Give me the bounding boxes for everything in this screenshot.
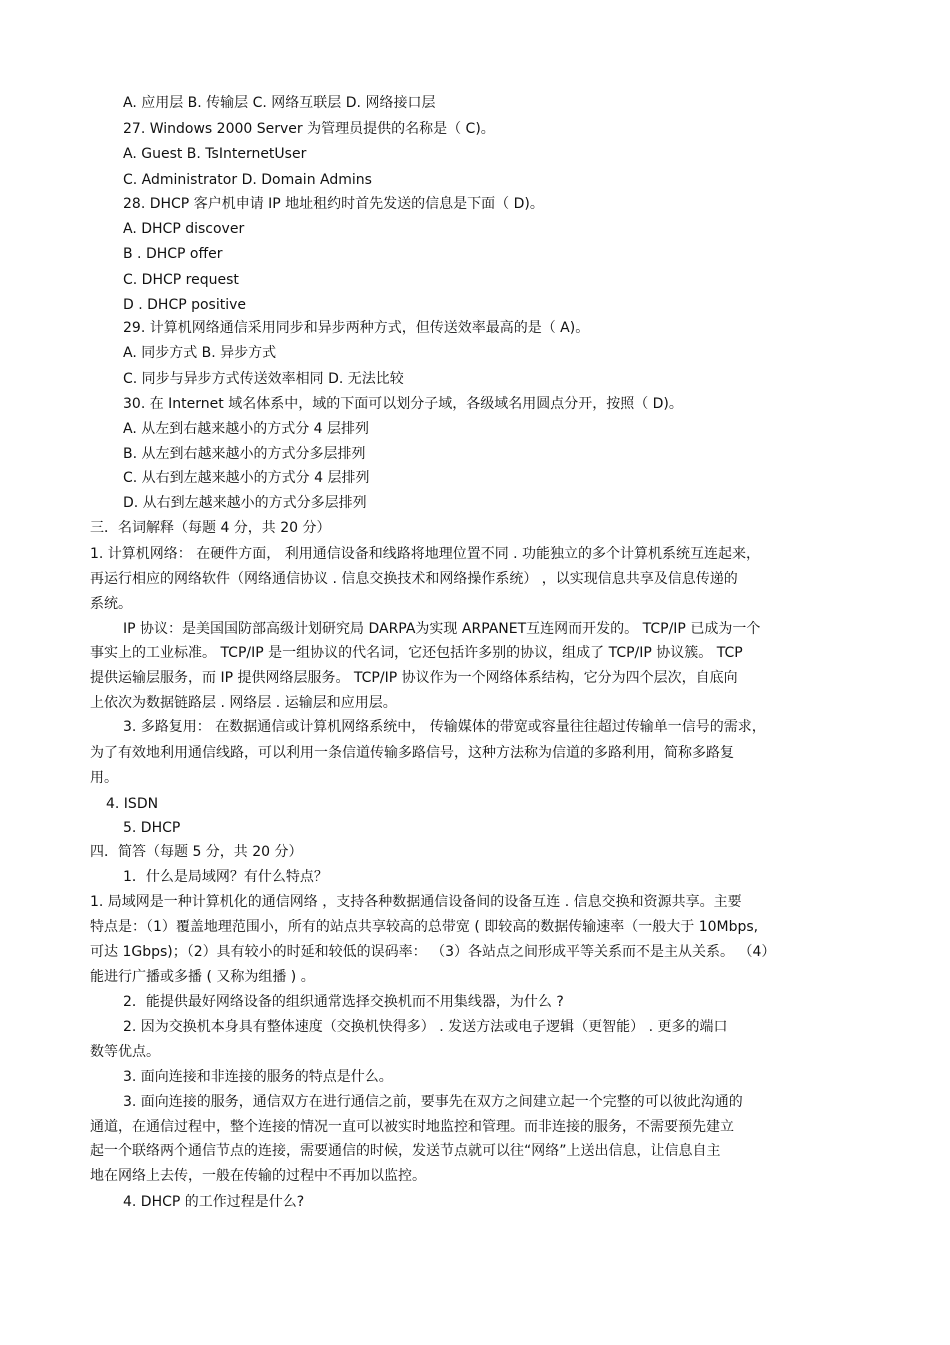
q30-option-c: C. 从右到左越来越小的方式分 4 层排列 xyxy=(123,470,370,486)
q30-question: 30. 在 Internet 域名体系中，域的下面可以划分子域，各级域名用圆点分开，按照（ D)。 xyxy=(123,396,683,412)
q28-option-b: B . DHCP offer xyxy=(123,246,223,262)
q30-option-a: A. 从左到右越来越小的方式分 4 层排列 xyxy=(123,421,370,437)
q28-option-d: D . DHCP positive xyxy=(123,297,247,313)
sa-a2-line-1: 2. 因为交换机本身具有整体速度（交换机快得多） . 发送方法或电子逻辑（更智能） . 更多的端口 xyxy=(123,1019,728,1035)
sa-a1-line-2: 特点是：（1）覆盖地理范围小，所有的站点共享较高的总带宽 ( 即较高的数据传输速率（一般大于 10Mbps, xyxy=(90,919,759,935)
term-3-line-2: 为了有效地利用通信线路，可以利用一条信道传输多路信号，这种方法称为信道的多路利用，简称多路复 xyxy=(90,745,734,761)
sa-a3-line-3: 起一个联络两个通信节点的连接，需要通信的时候，发送节点就可以往“网络”上送出信息，让信息自主 xyxy=(90,1143,721,1159)
term-5: 5. DHCP xyxy=(123,820,181,836)
q27-options-ab: A. Guest B. TsInternetUser xyxy=(123,146,307,162)
term-3-line-1: 3. 多路复用： 在数据通信或计算机网络系统中， 传输媒体的带宽或容量往往超过传输单一信号的需求， xyxy=(123,719,766,735)
sa-q1: 1．什么是局域网？有什么特点？ xyxy=(123,869,328,885)
sa-a1-line-4: 能进行广播或多播 ( 又称为组播 ) 。 xyxy=(90,969,315,985)
q26-options: A. 应用层 B. 传输层 C. 网络互联层 D. 网络接口层 xyxy=(123,95,436,111)
term-ip-line-3: 提供运输层服务，而 IP 提供网络层服务。 TCP/IP 协议作为一个网络体系结构，它分为四个层次，自底向 xyxy=(90,670,738,686)
q28-question: 28. DHCP 客户机申请 IP 地址租约时首先发送的信息是下面（ D)。 xyxy=(123,196,544,212)
q30-option-b: B. 从左到右越来越小的方式分多层排列 xyxy=(123,446,366,462)
q28-option-a: A. DHCP discover xyxy=(123,221,245,237)
q29-question: 29. 计算机网络通信采用同步和异步两种方式，但传送效率最高的是（ A)。 xyxy=(123,320,590,336)
q28-option-c: C. DHCP request xyxy=(123,272,239,288)
section-4-heading: 四．简答（每题 5 分，共 20 分） xyxy=(90,844,303,860)
sa-a1-line-1: 1. 局域网是一种计算机化的通信网络 ，支持各种数据通信设备间的设备互连 . 信息交换和资源共享。主要 xyxy=(90,894,742,910)
term-1-line-1: 1. 计算机网络： 在硬件方面， 利用通信设备和线路将地理位置不同 . 功能独立的多个计算机系统互连起来， xyxy=(90,546,761,562)
term-4: 4. ISDN xyxy=(106,796,159,812)
sa-a3-line-2: 通道，在通信过程中，整个连接的情况一直可以被实时地监控和管理。而非连接的服务，不需要预先建立 xyxy=(90,1119,734,1135)
sa-q4: 4. DHCP 的工作过程是什么? xyxy=(123,1194,305,1210)
term-3-line-3: 用。 xyxy=(90,770,118,786)
term-ip-line-4: 上依次为数据链路层 . 网络层 . 运输层和应用层。 xyxy=(90,695,397,711)
q29-options-ab: A. 同步方式 B. 异步方式 xyxy=(123,345,277,361)
term-1-line-3: 系统。 xyxy=(90,596,132,612)
sa-a3-line-1: 3. 面向连接的服务，通信双方在进行通信之前，要事先在双方之间建立起一个完整的可以彼此沟通的 xyxy=(123,1094,743,1110)
sa-q2: 2．能提供最好网络设备的组织通常选择交换机而不用集线器，为什么 ? xyxy=(123,994,564,1010)
section-3-heading: 三．名词解释（每题 4 分，共 20 分） xyxy=(90,520,331,536)
term-ip-line-2: 事实上的工业标准。 TCP/IP 是一组协议的代名词，它还包括许多别的协议，组成了 TCP/IP 协议簇。 TCP xyxy=(90,645,743,661)
q30-option-d: D. 从右到左越来越小的方式分多层排列 xyxy=(123,495,367,511)
q27-question: 27. Windows 2000 Server 为管理员提供的名称是（ C)。 xyxy=(123,121,495,137)
sa-a1-line-3: 可达 1Gbps)；（2）具有较小的时延和较低的误码率： （3）各站点之间形成平等关系而不是主从关系。 （4） xyxy=(90,944,776,960)
term-ip-line-1: IP 协议：是美国国防部高级计划研究局 DARPA为实现 ARPANET互连网而开发的。 TCP/IP 已成为一个 xyxy=(123,621,761,637)
term-1-line-2: 再运行相应的网络软件（网络通信协议 . 信息交换技术和网络操作系统） ，以实现信息共享及信息传递的 xyxy=(90,571,738,587)
sa-a3-line-4: 地在网络上去传，一般在传输的过程中不再加以监控。 xyxy=(90,1168,426,1184)
q27-options-cd: C. Administrator D. Domain Admins xyxy=(123,172,372,188)
q29-options-cd: C. 同步与异步方式传送效率相同 D. 无法比较 xyxy=(123,371,404,387)
sa-q3: 3. 面向连接和非连接的服务的特点是什么。 xyxy=(123,1069,393,1085)
sa-a2-line-2: 数等优点。 xyxy=(90,1044,160,1060)
